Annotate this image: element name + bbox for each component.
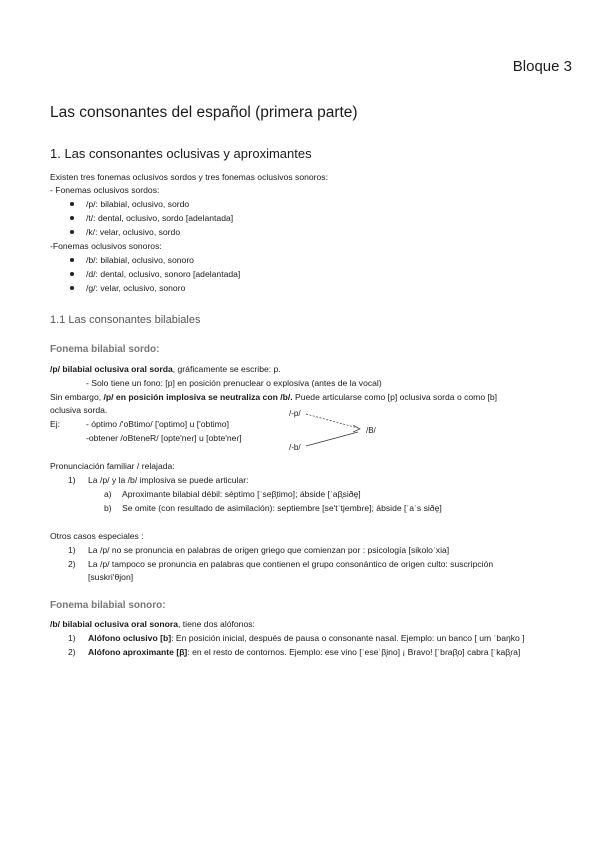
diagram-bottom-label: /-b/ — [289, 443, 301, 452]
familiar-sub-label: b) — [104, 503, 112, 513]
arrow-head-icon — [353, 425, 360, 432]
example-label: Ej: — [50, 419, 61, 429]
section-1-1-heading: 1.1 Las consonantes bilabiales — [50, 314, 201, 326]
otros-item-cont: [suskri'θjon] — [88, 572, 134, 582]
otros-item: La /p/ no se pronuncia en palabras de origen griego que comienzan por : psicología [sikoloˈxia] — [88, 545, 450, 555]
familiar-heading: Pronunciación familiar / relajada: — [50, 461, 175, 471]
familiar-sub-text: Aproximante bilabial débil: séptimo [ˈseβ̞timo]; ábside [ˈaβ̞siðe̞] — [122, 489, 361, 499]
diagram-arrow-bottom — [306, 432, 358, 446]
sonoro-line-1: /b/ bilabial oclusiva oral sonora, tiene dos alófonos: — [50, 619, 255, 629]
diagram-arrow-top — [306, 414, 358, 428]
section-1-intro: Existen tres fonemas oclusivos sordos y tres fonemas oclusivos sonoros: — [50, 172, 328, 182]
bloque-label: Bloque 3 — [512, 58, 572, 75]
sonoro-item-num: 2) — [68, 647, 76, 657]
example-1: - óptimo /'oBtimo/ ['optimo] u ['obtimo] — [86, 419, 229, 429]
familiar-item-num: 1) — [68, 475, 76, 485]
list-item-sordo: /t/: dental, oclusivo, sordo [adelantada] — [70, 213, 233, 224]
familiar-sub-text: Se omite (con resultado de asimilación): septiembre [se'tˈtjembɾe]; ábside [ˈaˈs siðe̞] — [122, 503, 442, 513]
sonoro-heading: Fonema bilabial sonoro: — [50, 600, 166, 611]
otros-item-num: 1) — [68, 545, 76, 555]
sonoro-item-num: 1) — [68, 633, 76, 643]
diagram-top-label: /-p/ — [289, 409, 301, 418]
sonoro-item: Alófono oclusivo [b]: En posición inicial, después de pausa o consonante nasal. Ejemplo: un banco [ um ˈbaŋko ] — [88, 633, 525, 643]
list-item-sonoro: /d/: dental, oclusivo, sonoro [adelantada] — [70, 269, 240, 280]
familiar-item: La /p/ y la /b/ implosiva se puede articular: — [88, 475, 249, 485]
list-item-sordo: /p/: bilabial, oclusivo, sordo — [70, 199, 189, 210]
sonoro-item: Alófono aproximante [β̞]: en el resto de contornos. Ejemplo: ese vino [ˈeseˈβ̞ino] ¡ Bravo! [ˈbɾaβ̞o] cabra [ˈkaβ̞ɾa] — [88, 647, 521, 657]
otros-heading: Otros casos especiales : — [50, 531, 144, 541]
list-item-sonoro: /g/: velar, oclusivo, sonoro — [70, 283, 185, 294]
diagram-target-label: /B/ — [366, 426, 376, 435]
section-1-heading: 1. Las consonantes oclusivas y aproximantes — [50, 146, 312, 161]
list-item-sordo: /k/: velar, oclusivo, sordo — [70, 227, 180, 238]
sordo-line-1: /p/ bilabial oclusiva oral sorda, gráficamente se escribe: p. — [50, 364, 281, 374]
sonoros-label: -Fonemas oclusivos sonoros: — [50, 241, 162, 251]
sordo-line-4: oclusiva sorda. — [50, 405, 108, 415]
sordo-line-3: Sin embargo, /p/ en posición implosiva se neutraliza con /b/. Puede articularse como [p] oclusiva sorda o como [b] — [50, 392, 498, 402]
familiar-sub-label: a) — [104, 489, 112, 499]
example-2: -obtener /oBteneR/ [opte'neɾ] u [obte'neɾ] — [86, 433, 242, 443]
otros-item-num: 2) — [68, 559, 76, 569]
sordos-label: - Fonemas oclusivos sordos: — [50, 185, 160, 195]
sordo-line-2: - Solo tiene un fono: [p] en posición prenuclear o explosiva (antes de la vocal) — [86, 378, 382, 388]
sordo-heading: Fonema bilabial sordo: — [50, 344, 160, 355]
otros-item: La /p/ tampoco se pronuncia en palabras que contienen el grupo consonántico de origen culto: suscripción — [88, 559, 494, 569]
page-title: Las consonantes del español (primera parte) — [50, 104, 358, 121]
list-item-sonoro: /b/: bilabial, oclusivo, sonoro — [70, 255, 194, 266]
